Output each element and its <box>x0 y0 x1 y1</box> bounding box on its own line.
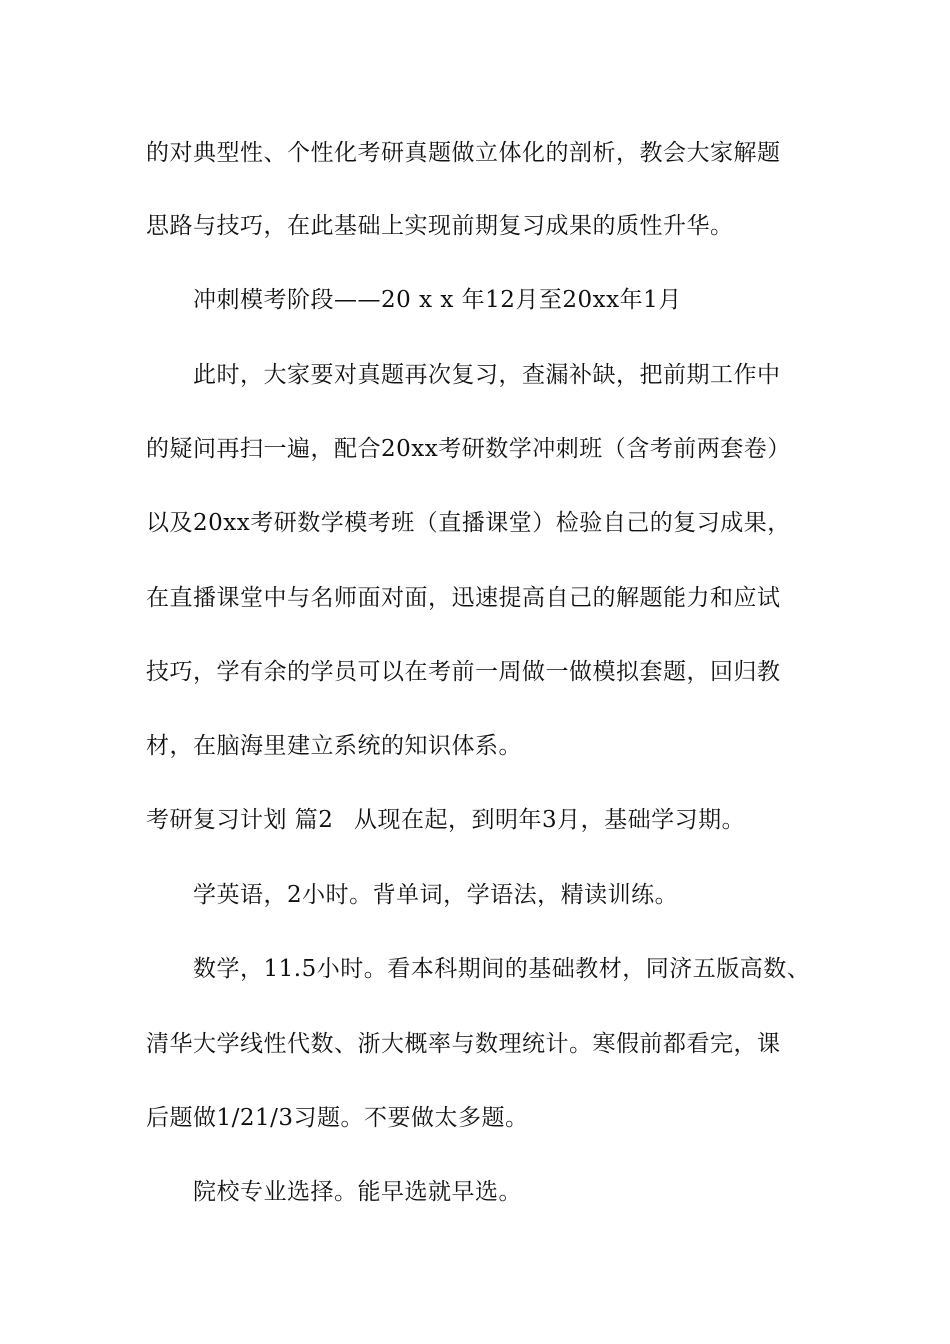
paragraph-line: 学英语，2小时。背单词，学语法，精读训练。 <box>193 882 679 908</box>
paragraph-line: 以及20xx考研数学模考班（直播课堂）检验自己的复习成果， <box>146 510 791 536</box>
paragraph-line: 的对典型性、个性化考研真题做立体化的剖析，教会大家解题 <box>146 140 781 166</box>
section-heading-line <box>146 805 846 835</box>
paragraph-line: 院校专业选择。能早选就早选。 <box>193 1179 522 1205</box>
stage-heading: 冲刺模考阶段——20 x x 年12月至20xx年1月 <box>193 287 682 313</box>
section-intro-text: 从现在起，到明年3月，基础学习期。 <box>354 807 746 833</box>
paragraph-line: 的疑问再扫一遍，配合20xx考研数学冲刺班（含考前两套卷） <box>146 436 791 462</box>
paragraph-line: 思路与技巧，在此基础上实现前期复习成果的质性升华。 <box>146 213 734 239</box>
section-title: 考研复习计划 篇2 <box>146 807 334 833</box>
paragraph-line: 技巧，学有余的学员可以在考前一周做一做模拟套题，回归教 <box>146 659 781 685</box>
paragraph-line: 材，在脑海里建立系统的知识体系。 <box>146 733 522 759</box>
paragraph-line: 此时，大家要对真题再次复习，查漏补缺，把前期工作中 <box>193 362 781 388</box>
paragraph-line: 清华大学线性代数、浙大概率与数理统计。寒假前都看完，课 <box>146 1031 781 1057</box>
paragraph-line: 数学，11.5小时。看本科期间的基础教材，同济五版高数、 <box>193 956 811 982</box>
paragraph-line: 在直播课堂中与名师面对面，迅速提高自己的解题能力和应试 <box>146 585 781 611</box>
paragraph-line: 后题做1/21/3习题。不要做太多题。 <box>146 1105 529 1131</box>
